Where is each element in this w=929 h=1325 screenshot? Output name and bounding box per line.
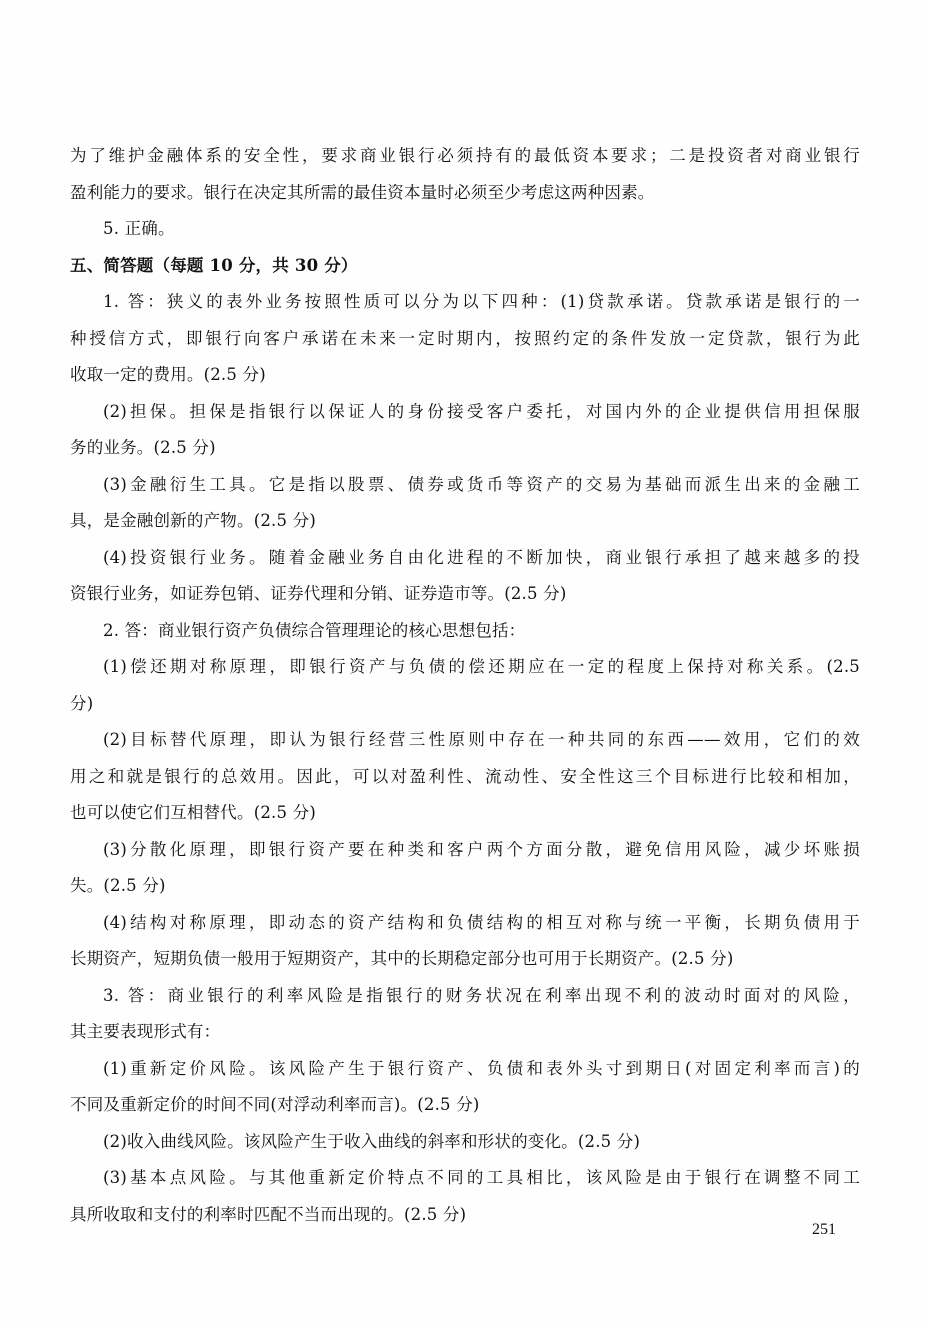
text-line: 具，是金融创新的产物。(2.5 分) xyxy=(70,511,316,530)
text-line: 也可以使它们互相替代。(2.5 分) xyxy=(70,803,316,822)
text-line: 失。(2.5 分) xyxy=(70,876,166,895)
text-line: (2)担保。担保是指银行以保证人的身份接受客户委托，对国内外的企业提供信用担保服 xyxy=(103,401,860,421)
text-line: (3)金融衍生工具。它是指以股票、债券或货币等资产的交易为基础而派生出来的金融工 xyxy=(103,474,860,494)
text-line: 种授信方式，即银行向客户承诺在未来一定时期内，按照约定的条件发放一定贷款，银行为此 xyxy=(70,328,860,348)
text-line: (2)目标替代原理，即认为银行经营三性原则中存在一种共同的东西——效用，它们的效 xyxy=(103,730,860,749)
text-line: 资银行业务，如证券包销、证券代理和分销、证券造市等。(2.5 分) xyxy=(70,584,567,603)
text-line: (4)结构对称原理，即动态的资产结构和负债结构的相互对称与统一平衡，长期负债用于 xyxy=(103,912,860,932)
text-line: 具所收取和支付的利率时匹配不当而出现的。(2.5 分) xyxy=(70,1204,467,1224)
text-line: 1. 答：狭义的表外业务按照性质可以分为以下四种：(1)贷款承诺。贷款承诺是银行的一 xyxy=(103,292,860,311)
text-line: 务的业务。(2.5 分) xyxy=(70,438,216,457)
text-line: 为了维护金融体系的安全性，要求商业银行必须持有的最低资本要求；二是投资者对商业银行 xyxy=(70,146,860,165)
text-line: 收取一定的费用。(2.5 分) xyxy=(70,365,266,384)
text-line: (1)偿还期对称原理，即银行资产与负债的偿还期应在一定的程度上保持对称关系。(2.5 xyxy=(103,657,860,676)
text-line: 不同及重新定价的时间不同(对浮动利率而言)。(2.5 分) xyxy=(70,1095,480,1114)
page-number: 251 xyxy=(812,1221,836,1238)
text-line: 2. 答：商业银行资产负债综合管理理论的核心思想包括： xyxy=(103,620,526,640)
text-line: (4)投资银行业务。随着金融业务自由化进程的不断加快，商业银行承担了越来越多的投 xyxy=(103,547,860,567)
section-heading: 五、简答题（每题 10 分，共 30 分） xyxy=(70,255,358,275)
document-body xyxy=(70,138,860,1233)
text-line: 分) xyxy=(70,693,94,713)
text-line: 长期资产，短期负债一般用于短期资产，其中的长期稳定部分也可用于长期资产。(2.5 分) xyxy=(70,949,734,968)
text-line: (3)基本点风险。与其他重新定价特点不同的工具相比，该风险是由于银行在调整不同工 xyxy=(103,1168,860,1187)
text-line: (2)收入曲线风险。该风险产生于收入曲线的斜率和形状的变化。(2.5 分) xyxy=(103,1131,641,1151)
text-line: 5. 正确。 xyxy=(103,219,175,238)
text-line: 3. 答：商业银行的利率风险是指银行的财务状况在利率出现不利的波动时面对的风险， xyxy=(103,985,860,1005)
text-line: 用之和就是银行的总效用。因此，可以对盈利性、流动性、安全性这三个目标进行比较和相加， xyxy=(70,766,860,786)
text-line: 盈利能力的要求。银行在决定其所需的最佳资本量时必须至少考虑这两种因素。 xyxy=(70,182,655,202)
text-line: 其主要表现形式有： xyxy=(70,1022,221,1041)
text-line: (3)分散化原理，即银行资产要在种类和客户两个方面分散，避免信用风险，减少坏账损 xyxy=(103,839,860,859)
text-line: (1)重新定价风险。该风险产生于银行资产、负债和表外头寸到期日(对固定利率而言)的 xyxy=(103,1058,860,1078)
